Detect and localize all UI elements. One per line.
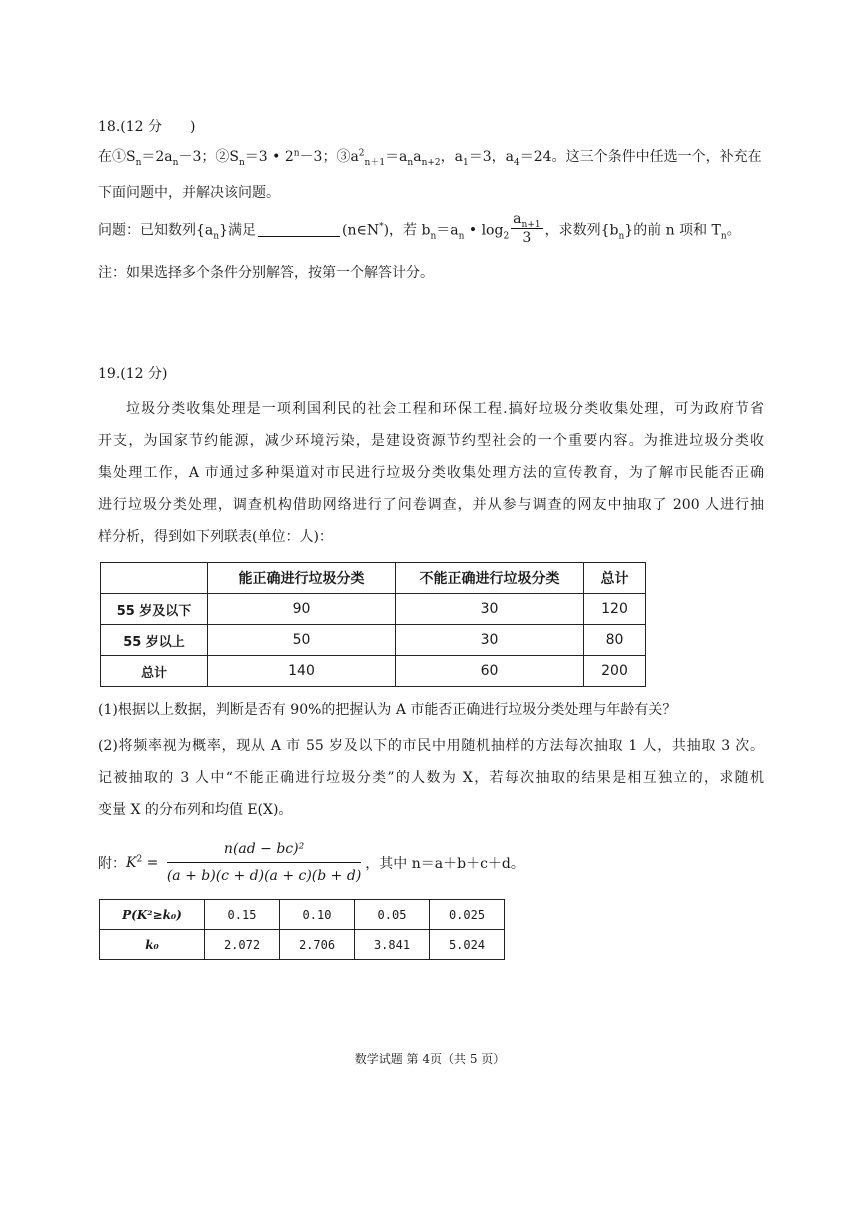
q19-intro: 垃圾分类收集处理是一项利国利民的社会工程和环保工程.搞好垃圾分类收集处理，可为政府节省 开支，为国家节约能源，减少环境污染，是建设资源节约型社会的一个重要内容。为推进垃圾分类收 集处理工作，A 市通过多种渠道对市民进行垃圾分类收集处理方法的宣传教育，为了解市民能否正确 进行垃圾分类处理，调查机构借助网络进行了问卷调查，并从参与调查的网友中抽取了 200 人进行抽 样分析，得到如下列联表(单位：人)： <box>98 401 764 545</box>
contingency-table <box>100 562 646 687</box>
q18-note: 注：如果选择多个条件分别解答，按第一个解答计分。 <box>98 265 434 281</box>
q19-header: 19.(12 分) <box>98 366 168 382</box>
table-row: 55 岁及以下 90 30 120 <box>101 594 646 625</box>
formula-fraction: $\frac{\text{n(ad − bc)²}}{(a + b)(c + d)(a + c)(b + d)}$ <box>167 838 361 888</box>
table-header-row: 能正确进行垃圾分类 不能正确进行垃圾分类 总计 <box>101 563 646 594</box>
q19-part1: (1)根据以上数据，判断是否有 90%的把握认为 A 市能否正确进行垃圾分类处理与年龄有关？ <box>98 702 677 718</box>
q18-conditions-line1: 在$①S_n=2a_n-3$；$②S_n=3$ • $2^n-3$；$③a^2_{n+1}=a_na_{n+2}$，$a_1=3$，$a_4=24$。这三个条件中任选一个，补充在 <box>98 148 762 168</box>
table-row: 总计 140 60 200 <box>101 656 646 687</box>
k-squared-formula: 附：$K^2$ = $\frac{\text{n(ad − bc)²}}{(a + b)(c + d)(a + c)(b + d)}$ ，其中 n＝a＋b＋c＋d。 <box>98 838 525 888</box>
table-row: P(K²≥k₀) 0.15 0.10 0.05 0.025 <box>100 900 505 930</box>
q19-part2: (2)将频率视为概率，现从 A 市 55 岁及以下的市民中用随机抽样的方法每次抽取 1 人，共抽取 3 次。 记被抽取的 3 人中“不能正确进行垃圾分类”的人数为 X，若每次抽取的结果是相互独立的，求随机 变量 X 的分布列和均值 E(X)。 <box>98 738 764 818</box>
table-row: k₀ 2.072 2.706 3.841 5.024 <box>100 930 505 960</box>
critical-value-table <box>99 899 505 960</box>
table-row: 55 岁以上 50 30 80 <box>101 625 646 656</box>
q18-conditions-line2: 下面问题中，并解决该问题。 <box>98 185 280 201</box>
log-fraction: $\frac{a_{n+1}}{3}$ <box>513 211 541 246</box>
q18-header: 18.(12 分 ) <box>98 119 196 135</box>
q18-problem: 问题：已知数列$\{a_n\}$满足 (n∈N*)，若 $b_n=a_n$ • $\log_2$ $\frac{a_{n+1}}{3}$ ，求数列$\{b_n\}$的前 n 项和 $T_n$。 <box>98 211 741 246</box>
answer-blank <box>258 222 340 237</box>
page-footer: 数学试题 第 4页（共 5 页） <box>354 1052 506 1066</box>
